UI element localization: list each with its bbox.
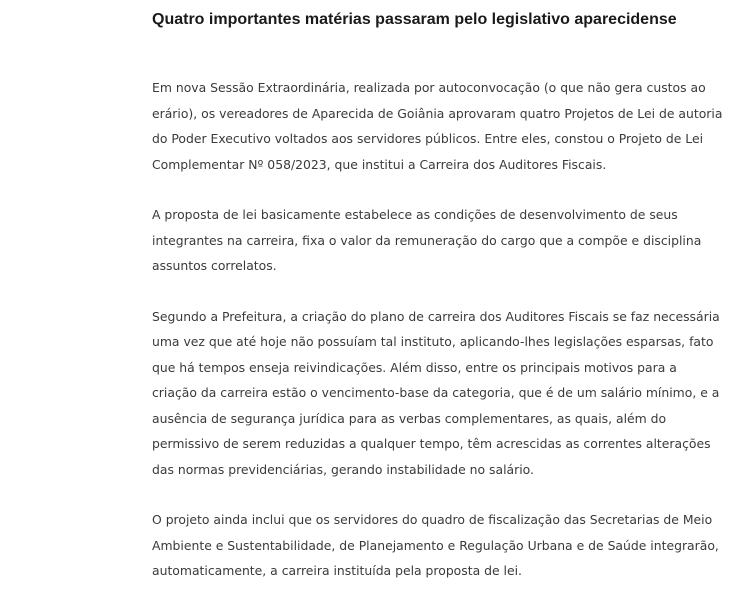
article-paragraph-3: Segundo a Prefeitura, a criação do plano de carreira dos Auditores Fiscais se faz necessária uma vez que até hoje não possuíam tal instituto, aplicando-lhes legislações esparsas, fato que há tempos enseja reivindicações. Além disso, entre os principais motivos para a criação da carreira estão o vencimento-base da categoria, que é de um salário mínimo, e a ausência de segurança jurídica para as verbas complementares, as quais, além do permissivo de serem reduzidas a qualquer tempo, têm acrescidas as correntes alterações das normas previdenciárias, gerando instabilidade no salário. (152, 308, 720, 477)
article-paragraph-1: Em nova Sessão Extraordinária, realizada por autoconvocação (o que não gera custos ao erário), os vereadores de Aparecida de Goiânia aprovaram quatro Projetos de Lei de autoria do Poder Executivo voltados aos servidores públicos. Entre eles, constou o Projeto de Lei Complementar Nº 058/2023, que institui a Carreira dos Auditores Fiscais. (152, 80, 723, 172)
article (152, 0, 724, 584)
article-paragraph-4: O projeto ainda inclui que os servidores do quadro de fiscalização das Secretarias de Meio Ambiente e Sustentabilidade, de Planejamento e Regulação Urbana e de Saúde integrarão, automaticamente, a carreira instituída pela proposta de lei. (152, 512, 719, 578)
article-paragraph-2: A proposta de lei basicamente estabelece as condições de desenvolvimento de seus integrantes na carreira, fixa o valor da remuneração do cargo que a compõe e disciplina assuntos correlatos. (152, 207, 702, 273)
article-title: Quatro importantes matérias passaram pelo legislativo aparecidense (152, 11, 677, 28)
